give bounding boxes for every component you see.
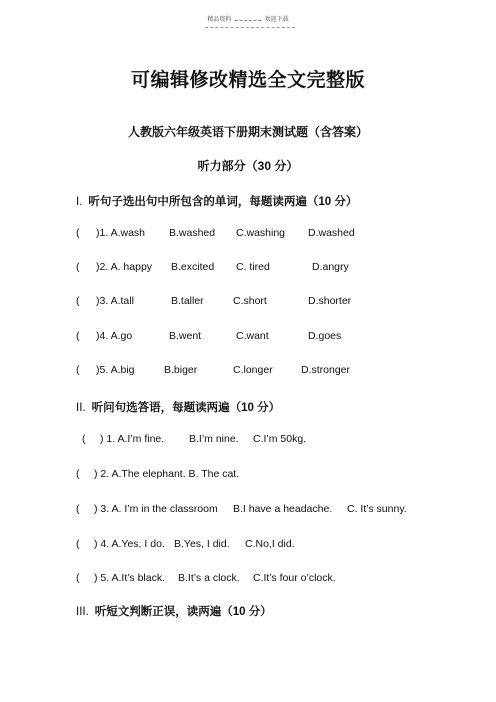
option-a: ) 1. A.I’m fine. (100, 433, 165, 445)
option-a: ) 3. A. I’m in the classroom (94, 503, 218, 515)
option-c: C.longer (233, 364, 273, 376)
page-header (0, 14, 496, 23)
answer-paren: ( (76, 572, 80, 584)
section-number: III. (76, 606, 89, 618)
answer-paren: ( (76, 538, 80, 550)
section-1-heading (76, 193, 357, 209)
answer-paren: ( (76, 227, 80, 239)
section-text: 听问句选答语，每题读两遍（10 分） (91, 402, 281, 414)
section-2-heading (76, 399, 280, 415)
option-a: )1. A.wash (96, 227, 146, 239)
section-3-heading (76, 603, 272, 619)
page-title: 可编辑修改精选全文完整版 (130, 70, 365, 91)
option-b: B.excited (171, 261, 215, 273)
section-number: I. (76, 196, 83, 208)
option-a: ) 4. A.Yes, I do. (94, 538, 165, 550)
option-d: D.stronger (301, 364, 351, 376)
option-b: B.taller (171, 295, 204, 307)
option-d: D.angry (312, 261, 349, 273)
section-text: 听句子选出句中所包含的单词，每题读两遍（10 分） (88, 196, 358, 208)
option-a: )5. A.big (96, 364, 135, 376)
option-d: D.goes (308, 330, 342, 342)
header-underline (205, 27, 295, 28)
option-b: B.washed (169, 227, 216, 239)
answer-paren: ( (76, 330, 80, 342)
answer-paren: ( (82, 433, 86, 445)
answer-paren: ( (76, 364, 80, 376)
option-a: ) 5. A.It’s black. (94, 572, 166, 584)
option-d: D.shorter (308, 295, 352, 307)
section-text: 听短文判断正误，读两遍（10 分） (94, 606, 272, 618)
part-heading: 听力部分（30 分） (197, 159, 299, 173)
option-b: B.I’m nine. (189, 433, 239, 445)
option-b: B.biger (164, 364, 198, 376)
option-c: C.I’m 50kg. (253, 433, 307, 445)
header-right-text: 欢迎下载 (264, 17, 289, 23)
option-b: B.It’s a clock. (178, 572, 240, 584)
option-b: B.Yes, I did. (174, 538, 230, 550)
header-divider (235, 15, 261, 21)
option-c: C.washing (236, 227, 286, 239)
option-c: C.No,I did. (245, 538, 295, 550)
option-a: ) 2. A.The elephant. B. The cat. (94, 468, 240, 480)
answer-paren: ( (76, 468, 80, 480)
option-c: C. It’s sunny. (347, 503, 407, 515)
option-b: B.went (169, 330, 202, 342)
option-d: D.washed (308, 227, 355, 239)
option-b: B.I have a headache. (233, 503, 333, 515)
option-c: C.short (233, 295, 267, 307)
exam-subtitle: 人教版六年级英语下册期末测试题（含答案） (127, 125, 368, 139)
section-number: II. (76, 402, 86, 414)
option-c: C.It’s four o’clock. (253, 572, 336, 584)
answer-paren: ( (76, 295, 80, 307)
option-c: C. tired (236, 261, 270, 273)
answer-paren: ( (76, 261, 80, 273)
answer-paren: ( (76, 503, 80, 515)
option-a: )3. A.tall (96, 295, 134, 307)
option-a: )2. A. happy (96, 261, 153, 273)
option-a: )4. A.go (96, 330, 133, 342)
header-left-text: 精品资料 (207, 17, 232, 23)
option-c: C.want (236, 330, 269, 342)
